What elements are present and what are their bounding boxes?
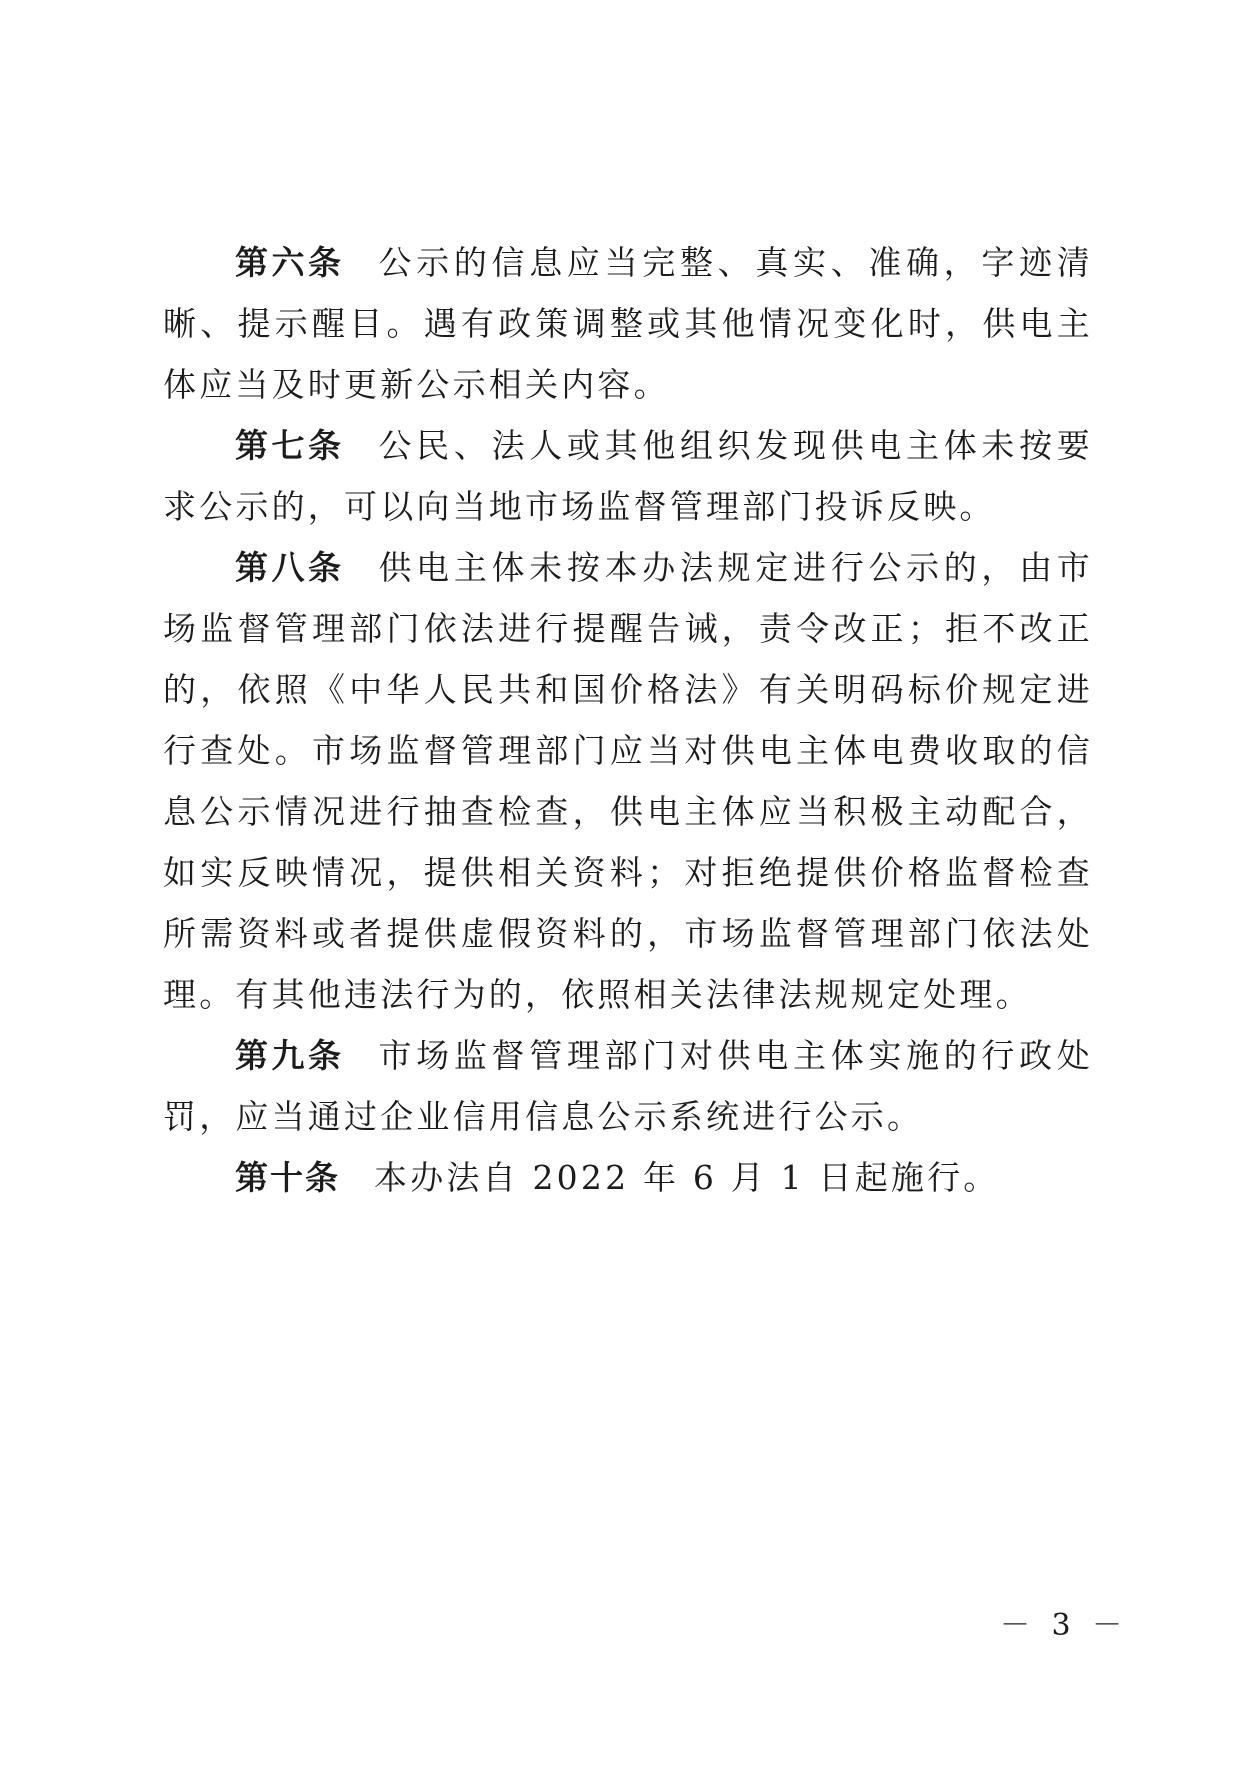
article-10 [163, 1147, 1093, 1208]
article-title: 第七条 [235, 426, 345, 465]
article-text: 公民、法人或其他组织发现供电主体未按要求公示的，可以向当地市场监督管理部门投诉反映。 [163, 426, 1094, 526]
article-text: 公示的信息应当完整、真实、准确，字迹清晰、提示醒目。遇有政策调整或其他情况变化时，供电主体应当及时更新公示相关内容。 [163, 243, 1094, 404]
page-number: － 3 － [1000, 1608, 1129, 1643]
document-body [163, 232, 1093, 1208]
article-title: 第八条 [235, 548, 345, 587]
article-8 [163, 537, 1093, 1025]
article-title: 第十条 [235, 1158, 340, 1197]
article-7 [163, 415, 1093, 537]
article-6 [163, 232, 1093, 415]
article-text: 本办法自 2022 年 6 月 1 日起施行。 [374, 1158, 1000, 1197]
article-text: 市场监督管理部门对供电主体实施的行政处罚，应当通过企业信用信息公示系统进行公示。 [163, 1036, 1094, 1136]
article-title: 第六条 [235, 243, 345, 282]
article-9 [163, 1025, 1093, 1147]
article-text: 供电主体未按本办法规定进行公示的，由市场监督管理部门依法进行提醒告诫，责令改正；拒不改正的，依照《中华人民共和国价格法》有关明码标价规定进行查处。市场监督管理部门应当对供电主体电费收取的信息公示情况进行抽查检查，供电主体应当积极主动配合，如实反映情况，提供相关资料；对拒绝提供价格监督检查所需资料或者提供虚假资料的，市场监督管理部门依法处理。有其他违法行为的，依照相关法律法规规定处理。 [163, 548, 1094, 1014]
article-title: 第九条 [235, 1036, 345, 1075]
